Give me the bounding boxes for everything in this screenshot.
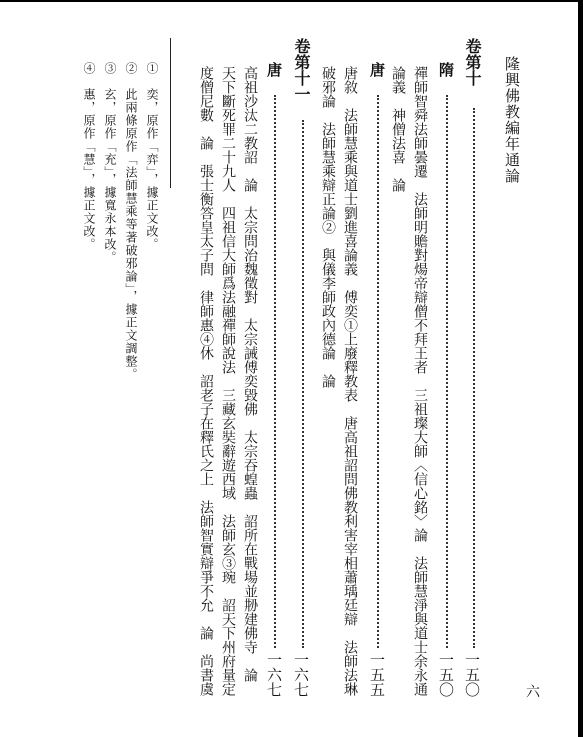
toc-entry: 破邪論 法師慧乘辯正論② 與儀李師政內德論 論 — [320, 66, 336, 388]
toc-entry: 度僧尼數 論 張士衡答皇太子問 律師惠④休 詔老子在釋氏之上 法師智實辯爭不允 論 尚書虞 — [198, 66, 214, 696]
leader-dots — [473, 108, 475, 648]
page-ref: 一五五 — [368, 652, 386, 697]
volume-heading-11: 卷第十一 — [292, 38, 311, 102]
toc-entry: 天下斷死罪二十九人 四祖信大師爲法融禪師說法 三藏玄奘辭遊西域 法師玄③琬 詔天下州府量定 — [220, 66, 236, 696]
footnote: ③ 玄，原作「充」，據寬永本改。 — [103, 62, 117, 264]
dynasty-heading-tang: 唐 — [368, 62, 386, 77]
leader-dots — [377, 95, 379, 648]
page-ref: 一五〇 — [463, 652, 481, 697]
page-ref: 一六七 — [265, 652, 283, 697]
toc-entry: 禪師智舜法師曇遷 法師明贍對煬帝辯僧不拜王者 三祖璨大師〈信心銘〉論 法師慧淨與道士余永通 — [412, 66, 428, 696]
footnote: ② 此兩條原作「法師慧乘等著破邪論」，據正文調整。 — [124, 62, 138, 381]
dynasty-heading-tang: 唐 — [265, 62, 283, 77]
page-number: 六 — [524, 684, 540, 698]
page-ref: 一六七 — [292, 652, 310, 697]
footnote-separator — [170, 38, 171, 188]
footnote: ① 奕，原作「弈」，據正文改。 — [145, 62, 159, 251]
leader-dots — [274, 95, 276, 648]
footnote: ④ 惠，原作「慧」，據正文改。 — [82, 62, 96, 251]
page-ref: 一五〇 — [437, 652, 455, 697]
leader-dots — [302, 120, 304, 648]
dynasty-heading-sui: 隋 — [437, 62, 455, 77]
right-border — [578, 0, 583, 737]
toc-entry: 高祖沙汰二教詔 論 太宗問治魏徵對 太宗誡傅奕毀佛 太宗吞蝗蟲 詔所在戰場並刱建佛寺 論 — [242, 66, 258, 682]
volume-heading-10: 卷第十 — [463, 38, 482, 86]
running-title: 隆興佛教編年通論 — [503, 56, 521, 184]
toc-entry: 唐敘 法師慧乘與道士劉進喜論義 傅奕①上廢釋教表 唐高祖詔問佛教利害宰相蕭瑀廷辯 法師法琳 — [342, 66, 358, 696]
leader-dots — [446, 95, 448, 648]
toc-entry: 論義 神僧法喜 論 — [390, 66, 406, 192]
top-border — [0, 0, 583, 2]
